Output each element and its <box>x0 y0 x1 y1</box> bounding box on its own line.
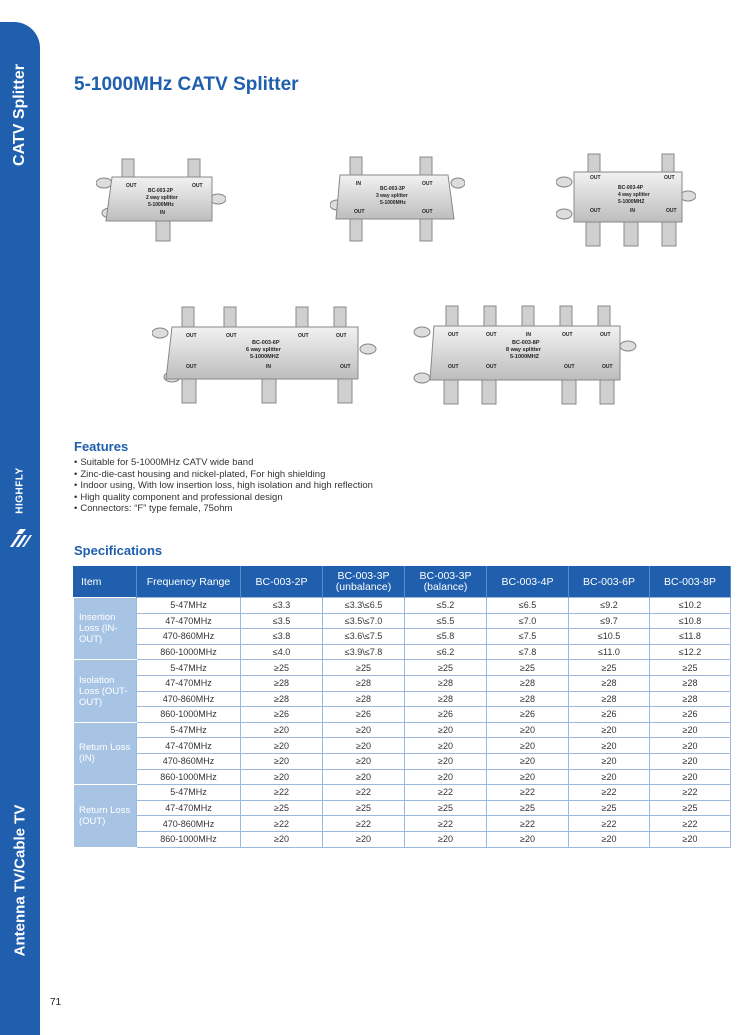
frequency-range-cell: 470-860MHz <box>137 753 241 769</box>
page-number: 71 <box>50 997 62 1008</box>
spec-value-cell: ≤5.5 <box>405 613 487 629</box>
spec-value-cell: ≥20 <box>323 722 405 738</box>
spec-value-cell: ≥20 <box>650 769 731 785</box>
table-header-cell: Item <box>74 567 137 598</box>
spec-value-cell: ≥20 <box>650 722 731 738</box>
port-label-out-1: OUT <box>448 332 459 338</box>
product-model-4p: BC-003-4P <box>618 185 644 191</box>
spec-value-cell: ≥22 <box>405 785 487 801</box>
table-row <box>74 660 731 676</box>
product-desc-4p: 4 way splitter <box>618 192 650 198</box>
table-row <box>74 800 731 816</box>
product-image-8-way <box>412 302 637 410</box>
spec-value-cell: ≥28 <box>569 675 650 691</box>
spec-value-cell: ≥22 <box>650 816 731 832</box>
table-group-label: Return Loss (OUT) <box>74 785 137 847</box>
feature-item: • Indoor using, With low insertion loss, high isolation and high reflection <box>74 480 373 492</box>
spec-value-cell: ≥28 <box>323 675 405 691</box>
port-label-out-2: OUT <box>192 183 203 189</box>
spec-value-cell: ≥25 <box>487 800 569 816</box>
spec-value-cell: ≥20 <box>323 769 405 785</box>
spec-value-cell: ≥20 <box>241 738 323 754</box>
sidebar-category-label: CATV Splitter <box>11 64 28 166</box>
frequency-range-cell: 47-470MHz <box>137 800 241 816</box>
port-label-out-5: OUT <box>186 364 197 370</box>
spec-value-cell: ≥20 <box>569 738 650 754</box>
frequency-range-cell: 5-47MHz <box>137 785 241 801</box>
spec-value-cell: ≤3.3\≤6.5 <box>323 598 405 614</box>
product-image-3-way <box>330 155 465 245</box>
spec-value-cell: ≥20 <box>650 738 731 754</box>
table-header <box>74 567 731 598</box>
specifications-heading: Specifications <box>74 543 163 558</box>
spec-value-cell: ≤4.0 <box>241 644 323 660</box>
spec-value-cell: ≤3.8 <box>241 629 323 645</box>
spec-value-cell: ≥20 <box>487 738 569 754</box>
spec-value-cell: ≥28 <box>323 691 405 707</box>
spec-value-cell: ≥20 <box>569 753 650 769</box>
spec-value-cell: ≥22 <box>487 816 569 832</box>
spec-value-cell: ≥28 <box>487 675 569 691</box>
port-label-out-8: OUT <box>602 364 613 370</box>
table-group-label: Return Loss (IN) <box>74 722 137 784</box>
spec-value-cell: ≥20 <box>241 831 323 847</box>
table-row <box>74 613 731 629</box>
table-row <box>74 785 731 801</box>
spec-value-cell: ≥26 <box>241 707 323 723</box>
specifications-table <box>73 566 731 848</box>
table-row <box>74 753 731 769</box>
spec-value-cell: ≥28 <box>241 691 323 707</box>
port-label-out-1: OUT <box>126 183 137 189</box>
spec-value-cell: ≥25 <box>241 660 323 676</box>
table-row <box>74 644 731 660</box>
features-list <box>74 457 373 515</box>
spec-value-cell: ≥20 <box>569 831 650 847</box>
features-heading: Features <box>74 439 129 454</box>
page-title: 5-1000MHz CATV Splitter <box>74 74 299 95</box>
spec-value-cell: ≥28 <box>405 675 487 691</box>
table-header-cell: BC-003-8P <box>650 567 731 598</box>
product-image-6-way <box>152 303 377 408</box>
brand-name: HIGHFLY <box>14 466 26 514</box>
spec-value-cell: ≥26 <box>650 707 731 723</box>
spec-value-cell: ≥26 <box>569 707 650 723</box>
port-label-in: IN <box>526 332 531 338</box>
product-model-2p: BC-003-2P <box>148 188 174 194</box>
feature-item: • Zinc-die-cast housing and nickel-plated, For high shielding <box>74 469 373 481</box>
table-row <box>74 769 731 785</box>
frequency-range-cell: 860-1000MHz <box>137 769 241 785</box>
port-label-out-7: OUT <box>564 364 575 370</box>
port-label-out-2: OUT <box>226 333 237 339</box>
table-header-cell: BC-003-4P <box>487 567 569 598</box>
product-image-4-way <box>556 152 696 252</box>
spec-value-cell: ≥20 <box>487 753 569 769</box>
table-row <box>74 722 731 738</box>
product-desc-3p: 3 way splitter <box>376 193 408 199</box>
port-label-out-2: OUT <box>664 175 675 181</box>
port-label-out-3: OUT <box>590 208 601 214</box>
product-band-8p: 5-1000MHZ <box>510 354 540 360</box>
spec-value-cell: ≥25 <box>569 660 650 676</box>
spec-value-cell: ≥20 <box>487 769 569 785</box>
spec-value-cell: ≤3.5\≤7.0 <box>323 613 405 629</box>
spec-value-cell: ≥20 <box>487 831 569 847</box>
spec-value-cell: ≥22 <box>241 785 323 801</box>
spec-value-cell: ≥28 <box>487 691 569 707</box>
port-label-out-2: OUT <box>354 209 365 215</box>
product-image-2-way <box>96 155 226 245</box>
spec-value-cell: ≥28 <box>650 691 731 707</box>
spec-value-cell: ≥25 <box>241 800 323 816</box>
product-desc-6p: 6 way splitter <box>246 347 281 353</box>
spec-value-cell: ≥20 <box>405 722 487 738</box>
spec-value-cell: ≤7.8 <box>487 644 569 660</box>
spec-value-cell: ≥20 <box>241 769 323 785</box>
table-header-cell: BC-003-6P <box>569 567 650 598</box>
spec-value-cell: ≤3.9\≤7.8 <box>323 644 405 660</box>
spec-value-cell: ≤5.8 <box>405 629 487 645</box>
spec-value-cell: ≤10.8 <box>650 613 731 629</box>
spec-value-cell: ≤3.5 <box>241 613 323 629</box>
table-row <box>74 707 731 723</box>
spec-value-cell: ≥25 <box>569 800 650 816</box>
spec-value-cell: ≤10.2 <box>650 598 731 614</box>
spec-value-cell: ≥22 <box>323 816 405 832</box>
spec-value-cell: ≤7.5 <box>487 629 569 645</box>
feature-item: • Suitable for 5-1000MHz CATV wide band <box>74 457 373 469</box>
table-header-cell: BC-003-3P (balance) <box>405 567 487 598</box>
spec-value-cell: ≥22 <box>405 816 487 832</box>
port-label-in: IN <box>160 210 165 216</box>
port-label-in: IN <box>356 181 361 187</box>
spec-value-cell: ≥25 <box>323 800 405 816</box>
port-label-in: IN <box>266 364 271 370</box>
product-band-2p: 5-1000MHz <box>148 202 174 208</box>
spec-value-cell: ≥26 <box>405 707 487 723</box>
table-header-cell: BC-003-2P <box>241 567 323 598</box>
product-band-6p: 5-1000MHZ <box>250 354 280 360</box>
frequency-range-cell: 860-1000MHz <box>137 831 241 847</box>
spec-value-cell: ≥25 <box>650 660 731 676</box>
spec-value-cell: ≥25 <box>487 660 569 676</box>
spec-value-cell: ≤3.6\≤7.5 <box>323 629 405 645</box>
product-desc-2p: 2 way splitter <box>146 195 178 201</box>
spec-value-cell: ≥22 <box>650 785 731 801</box>
port-label-out-2: OUT <box>486 332 497 338</box>
port-label-out-3: OUT <box>298 333 309 339</box>
frequency-range-cell: 47-470MHz <box>137 738 241 754</box>
spec-value-cell: ≥20 <box>487 722 569 738</box>
sidebar-section-label: Antenna TV/Cable TV <box>11 804 29 956</box>
spec-value-cell: ≥22 <box>487 785 569 801</box>
product-model-8p: BC-003-8P <box>512 340 540 346</box>
spec-value-cell: ≥20 <box>650 753 731 769</box>
port-label-out-6: OUT <box>486 364 497 370</box>
product-band-3p: 5-1000MHz <box>380 200 406 206</box>
port-label-in: IN <box>630 208 635 214</box>
frequency-range-cell: 860-1000MHz <box>137 707 241 723</box>
table-row <box>74 816 731 832</box>
table-row <box>74 738 731 754</box>
frequency-range-cell: 47-470MHz <box>137 613 241 629</box>
table-row <box>74 629 731 645</box>
spec-value-cell: ≥25 <box>405 660 487 676</box>
spec-value-cell: ≥25 <box>650 800 731 816</box>
spec-value-cell: ≤3.3 <box>241 598 323 614</box>
port-label-out-6: OUT <box>340 364 351 370</box>
spec-value-cell: ≤9.2 <box>569 598 650 614</box>
table-header-cell: BC-003-3P (unbalance) <box>323 567 405 598</box>
port-label-out-1: OUT <box>422 181 433 187</box>
spec-value-cell: ≤9.7 <box>569 613 650 629</box>
spec-value-cell: ≥28 <box>650 675 731 691</box>
spec-value-cell: ≥28 <box>405 691 487 707</box>
spec-value-cell: ≥25 <box>323 660 405 676</box>
table-row <box>74 675 731 691</box>
frequency-range-cell: 470-860MHz <box>137 629 241 645</box>
port-label-out-3: OUT <box>562 332 573 338</box>
frequency-range-cell: 5-47MHz <box>137 722 241 738</box>
port-label-out-3: OUT <box>422 209 433 215</box>
feature-item: • Connectors: “F” type female, 75ohm <box>74 503 373 515</box>
port-label-out-4: OUT <box>666 208 677 214</box>
frequency-range-cell: 5-47MHz <box>137 598 241 614</box>
frequency-range-cell: 47-470MHz <box>137 675 241 691</box>
port-label-out-5: OUT <box>448 364 459 370</box>
product-model-3p: BC-003-3P <box>380 186 406 192</box>
spec-value-cell: ≥20 <box>323 753 405 769</box>
spec-value-cell: ≤5.2 <box>405 598 487 614</box>
spec-value-cell: ≥22 <box>569 785 650 801</box>
table-row <box>74 691 731 707</box>
table-group-label: Isolation Loss (OUT-OUT) <box>74 660 137 722</box>
spec-value-cell: ≤6.2 <box>405 644 487 660</box>
spec-value-cell: ≥25 <box>405 800 487 816</box>
spec-value-cell: ≥20 <box>323 738 405 754</box>
port-label-out-4: OUT <box>336 333 347 339</box>
spec-value-cell: ≤11.0 <box>569 644 650 660</box>
spec-value-cell: ≥20 <box>569 722 650 738</box>
spec-value-cell: ≤7.0 <box>487 613 569 629</box>
spec-value-cell: ≥20 <box>241 753 323 769</box>
table-header-cell: Frequency Range <box>137 567 241 598</box>
highfly-logo-icon <box>8 527 32 554</box>
port-label-out-4: OUT <box>600 332 611 338</box>
spec-value-cell: ≥26 <box>323 707 405 723</box>
spec-value-cell: ≥20 <box>241 722 323 738</box>
spec-value-cell: ≥22 <box>323 785 405 801</box>
table-body <box>74 598 731 848</box>
spec-value-cell: ≥22 <box>569 816 650 832</box>
spec-value-cell: ≥20 <box>405 738 487 754</box>
spec-value-cell: ≥28 <box>569 691 650 707</box>
spec-value-cell: ≥20 <box>405 831 487 847</box>
spec-value-cell: ≥28 <box>241 675 323 691</box>
product-band-4p: 5-1000MHZ <box>618 199 645 205</box>
spec-value-cell: ≥20 <box>405 753 487 769</box>
brand-block <box>0 455 40 565</box>
spec-value-cell: ≥20 <box>323 831 405 847</box>
spec-value-cell: ≥26 <box>487 707 569 723</box>
spec-value-cell: ≥20 <box>569 769 650 785</box>
port-label-out-1: OUT <box>590 175 601 181</box>
spec-value-cell: ≤6.5 <box>487 598 569 614</box>
spec-value-cell: ≤10.5 <box>569 629 650 645</box>
frequency-range-cell: 860-1000MHz <box>137 644 241 660</box>
spec-value-cell: ≤11.8 <box>650 629 731 645</box>
table-row <box>74 598 731 614</box>
table-row <box>74 831 731 847</box>
product-desc-8p: 8 way splitter <box>506 347 541 353</box>
spec-value-cell: ≤12.2 <box>650 644 731 660</box>
spec-value-cell: ≥20 <box>405 769 487 785</box>
product-model-6p: BC-003-6P <box>252 340 280 346</box>
feature-item: • High quality component and professional design <box>74 492 373 504</box>
frequency-range-cell: 5-47MHz <box>137 660 241 676</box>
frequency-range-cell: 470-860MHz <box>137 816 241 832</box>
port-label-out-1: OUT <box>186 333 197 339</box>
table-group-label: Insertion Loss (IN-OUT) <box>74 598 137 660</box>
spec-value-cell: ≥20 <box>650 831 731 847</box>
frequency-range-cell: 470-860MHz <box>137 691 241 707</box>
spec-value-cell: ≥22 <box>241 816 323 832</box>
